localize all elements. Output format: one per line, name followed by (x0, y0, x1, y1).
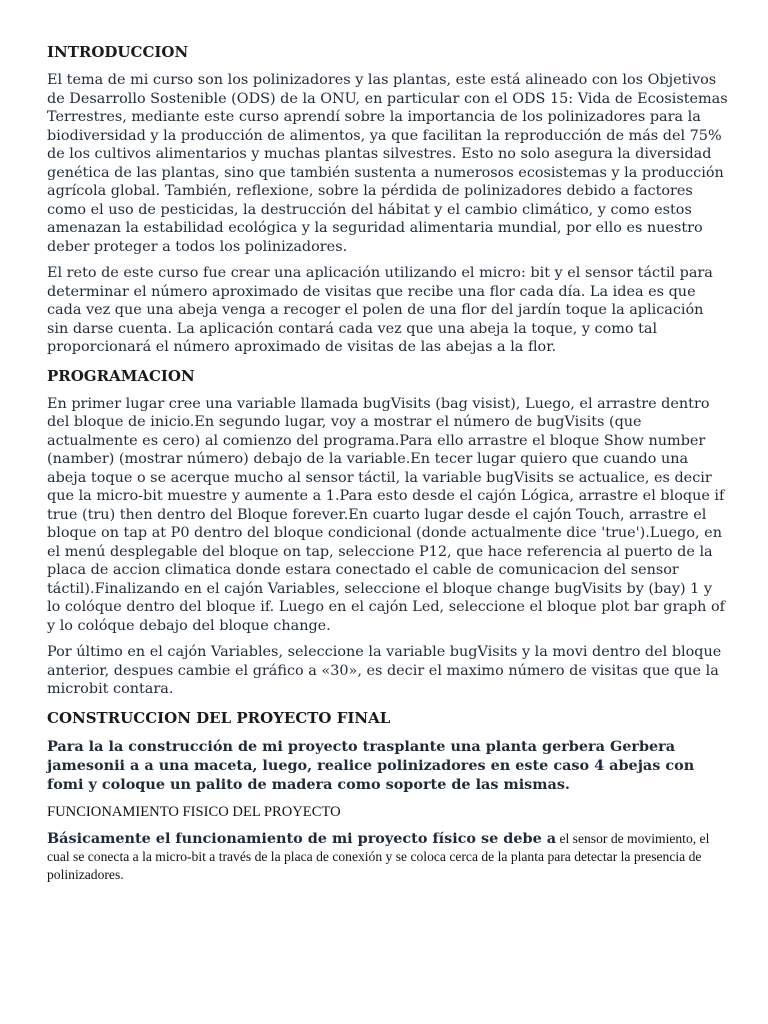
programacion-paragraph-1: En primer lugar cree una variable llamada bugVisits (bag visist), Luego, el arrastre dentro del bloque de inicio.En segundo lugar, voy a mostrar el número de bugVisits (que actualmente es cero) al comienzo del programa.Para ello arrastre el bloque Show number (namber) (mostrar número) debajo de la variable.En tecer lugar quiero que cuando una abeja toque o se acerque mucho al sensor táctil, la variable bugVisits se actualice, es decir que la micro-bit muestre y aumente a 1.Para esto desde el cajón Lógica, arrastre el bloque if true (tru) then dentro del Bloque forever.En cuarto lugar desde el cajón Touch, arrastre el bloque on tap at P0 dentro del bloque condicional (donde actualmente dice 'true').Luego, en el menú desplegable del bloque on tap, seleccione P12, que hace referencia al puerto de la placa de accion climatica donde estara conectado el cable de comunicacion del sensor táctil).Finalizando en el cajón Variables, seleccione el bloque change bugVisits by (bay) 1 y lo colóque dentro del bloque if. Luego en el cajón Led, seleccione el bloque plot bar graph of y lo colóque debajo del bloque change. (47, 395, 726, 634)
programacion-heading: PROGRAMACION (47, 366, 195, 385)
funcionamiento-heading: FUNCIONAMIENTO FISICO DEL PROYECTO (47, 803, 341, 820)
funcionamiento-paragraph (47, 830, 728, 884)
funcionamiento-rest: el sensor de movimiento, el cual se conecta a la micro-bit a través de la placa de conexión y se coloca cerca de la planta para detectar la presencia de polinizadores. (47, 830, 710, 882)
intro-paragraph-1: El tema de mi curso son los polinizadores y las plantas, este está alineado con los Objetivos de Desarrollo Sostenible (ODS) de la ONU, en particular con el ODS 15: Vida de Ecosistemas Terrestres, mediante este curso aprendí sobre la importancia de los polinizadores para la biodiversidad y la producción de alimentos, ya que facilitan la reproducción de más del 75% de los cultivos alimentarios y muchas plantas silvestres. Esto no solo asegura la diversidad genética de las plantas, sino que también sustenta a numerosos ecosistemas y la producción agrícola global. También, reflexione, sobre la pérdida de polinizadores debido a factores como el uso de pesticidas, la destrucción del hábitat y el cambio climático, y como estos amenazan la estabilidad ecológica y la seguridad alimentaria mundial, por ello es nuestro deber proteger a todos los polinizadores. (47, 72, 728, 255)
funcionamiento-bold-lead: Básicamente el funcionamiento de mi proyecto físico se debe a (47, 829, 557, 847)
intro-heading: INTRODUCCION (47, 43, 189, 61)
programacion-paragraph-2: Por último en el cajón Variables, seleccione la variable bugVisits y la movi dentro del bloque anterior, despues cambie el gráfico a «30», es decir el maximo número de visitas que que la microbit contara. (47, 644, 722, 697)
construccion-paragraph: Para la la construcción de mi proyecto trasplante una planta gerbera Gerbera jamesonii a a una maceta, luego, realice polinizadores en este caso 4 abejas con fomi y coloque un palito de madera como soporte de las mismas. (47, 737, 695, 793)
construccion-heading: CONSTRUCCION DEL PROYECTO FINAL (47, 708, 391, 727)
intro-paragraph-2: El reto de este curso fue crear una aplicación utilizando el micro: bit y el sensor táctil para determinar el número aproximado de visitas que recibe una flor cada día. La idea es que cada vez que una abeja venga a recoger el polen de una flor del jardín toque la aplicación sin darse cuenta. La aplicación contará cada vez que una abeja la toque, y como tal proporcionará el número aproximado de visitas de las abejas a la flor. (47, 265, 713, 355)
